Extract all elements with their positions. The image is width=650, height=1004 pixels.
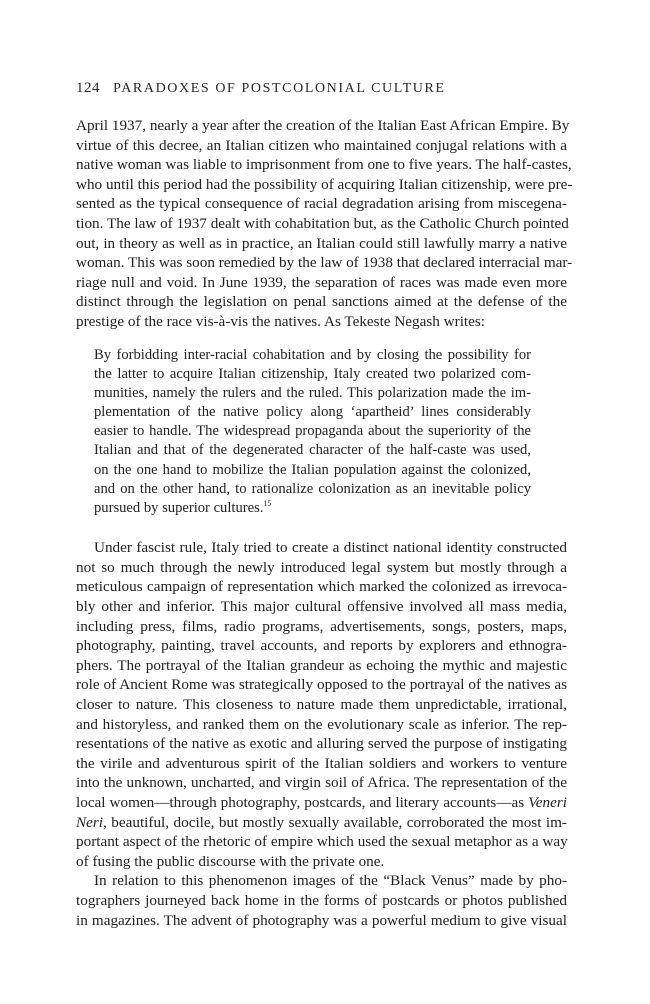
text-segment: local women—through photography, postcards, and literary accounts—as <box>76 793 529 811</box>
text-line: sented as the typical consequence of racial degradation arising from miscegena- <box>76 195 567 213</box>
text-line-with-italic <box>76 793 567 813</box>
text-line: out, in theory as well as in practice, an Italian could still lawfully marry a native <box>76 234 567 252</box>
paragraph-1 <box>76 116 573 332</box>
text-line: prestige of the race vis-à-vis the natives. As Tekeste Negash writes: <box>76 312 486 330</box>
running-head <box>76 80 446 97</box>
text-line: and historyless, and ranked them on the evolutionary scale as inferior. The rep- <box>76 715 567 733</box>
text-segment: , beautiful, docile, but mostly sexually available, corroborated the most im- <box>103 813 567 831</box>
text-line: resentations of the native as exotic and alluring served the purpose of instigating <box>76 735 567 753</box>
text-line: woman. This was soon remedied by the law of 1938 that declared interracial mar- <box>76 254 573 272</box>
page-number: 124 <box>76 80 100 96</box>
block-quote <box>94 346 531 519</box>
quote-line: easier to handle. The widespread propaganda about the superiority of the <box>94 423 531 440</box>
text-line: tographers journeyed back home in the forms of postcards or photos published <box>76 891 567 909</box>
quote-line-last <box>94 499 531 518</box>
text-line: distinct through the legislation on penal sanctions aimed at the defense of the <box>76 293 567 311</box>
text-line-with-italic <box>76 813 567 833</box>
text-line: in magazines. The advent of photography was a powerful medium to give visual <box>76 911 567 929</box>
text-line: not so much through the newly introduced legal system but mostly through a <box>76 558 567 576</box>
quote-text: pursued by superior cultures. <box>94 500 264 517</box>
quote-line: Italian and that of the degenerated character of the half-caste was used, <box>94 442 531 459</box>
quote-line: munities, namely the rulers and the ruled. This polarization made the im- <box>94 384 531 401</box>
italic-term: Neri <box>76 813 104 831</box>
text-line: meticulous campaign of representation which marked the colonized as irrevoca- <box>76 578 567 596</box>
text-line: who until this period had the possibility of acquiring Italian citizenship, were pre- <box>76 175 573 193</box>
italic-term: Veneri <box>528 793 567 811</box>
text-line: bly other and inferior. This major cultural offensive involved all mass media, <box>76 598 567 615</box>
text-line: virtue of this decree, an Italian citizen who maintained conjugal relations with a <box>76 136 567 154</box>
text-line: tion. The law of 1937 dealt with cohabitation but, as the Catholic Church pointed <box>76 214 569 232</box>
paragraph-2 <box>76 538 567 871</box>
text-line: role of Ancient Rome was strategically opposed to the portrayal of the natives as <box>76 676 567 694</box>
footnote-marker[interactable]: 15 <box>263 499 272 509</box>
paragraph-3 <box>76 871 567 930</box>
text-line: of fusing the public discourse with the private one. <box>76 852 385 870</box>
text-line: riage null and void. In June 1939, the separation of races was made even more <box>76 273 567 291</box>
quote-line: By forbidding inter-racial cohabitation and by closing the possibility for <box>94 346 531 363</box>
text-line: native woman was liable to imprisonment from one to five years. The half-castes, <box>76 156 572 174</box>
quote-line: the latter to acquire Italian citizenship, Italy created two polarized com- <box>94 365 531 382</box>
text-line: April 1937, nearly a year after the creation of the Italian East African Empire. By <box>76 117 570 134</box>
quote-line: plementation of the native policy along ‘apartheid’ lines considerably <box>94 404 531 421</box>
text-line: into the unknown, uncharted, and virgin soil of Africa. The representation of the <box>76 774 567 792</box>
text-line: closer to nature. This closeness to nature made them unpredictable, irrational, <box>76 695 567 713</box>
text-line: phers. The portrayal of the Italian grandeur as echoing the mythic and majestic <box>76 656 567 674</box>
text-line: the virile and adventurous spirit of the Italian soldiers and workers to venture <box>76 754 567 772</box>
page-body <box>76 116 573 930</box>
text-line: portant aspect of the rhetoric of empire which used the sexual metaphor as a way <box>76 833 568 851</box>
running-title: PARADOXES OF POSTCOLONIAL CULTURE <box>113 81 446 96</box>
text-line: including press, films, radio programs, advertisements, songs, posters, maps, <box>76 617 567 635</box>
text-line: Under fascist rule, Italy tried to create a distinct national identity constructed <box>94 539 567 557</box>
text-line: photography, painting, travel accounts, and reports by explorers and ethnogra- <box>76 637 567 655</box>
quote-line: on the one hand to mobilize the Italian population against the colonized, <box>94 461 531 478</box>
text-line: In relation to this phenomenon images of the “Black Venus” made by pho- <box>94 872 567 890</box>
quote-line: and on the other hand, to rationalize colonization as an inevitable policy <box>94 480 531 497</box>
